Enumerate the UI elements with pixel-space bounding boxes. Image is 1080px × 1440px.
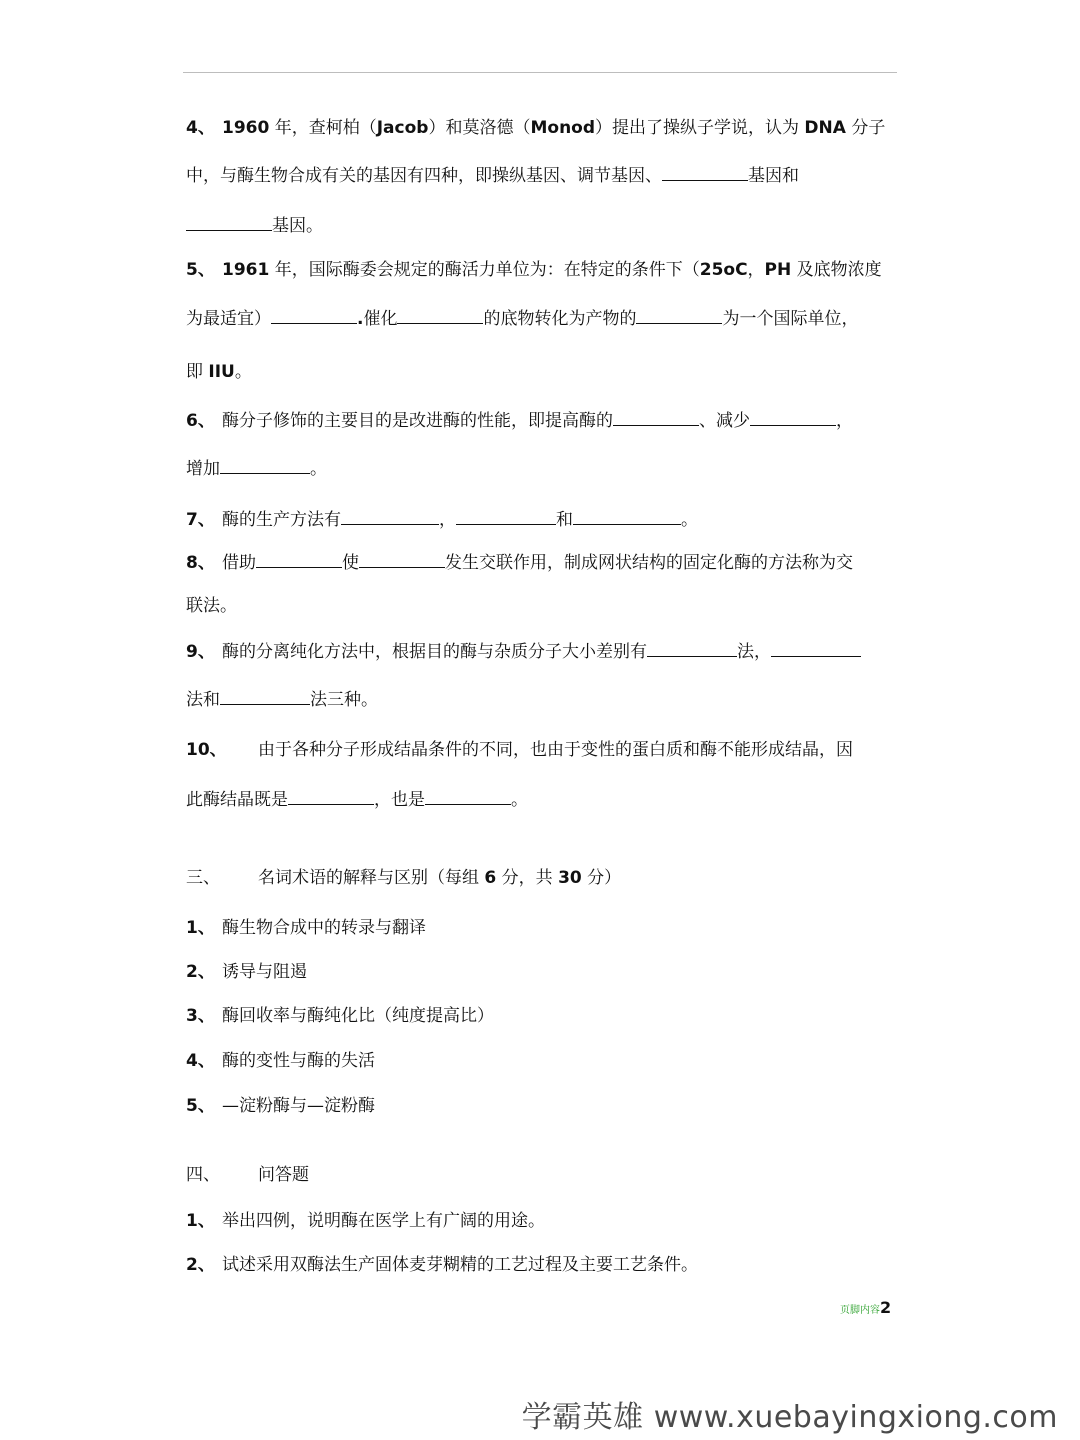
question-6-line-1: 6、 酶分子修饰的主要目的是改进酶的性能，即提高酶的 、减少 ，: [186, 411, 853, 431]
answer-blank: [750, 411, 836, 426]
question-5-line-3: 即 IIU。: [186, 362, 252, 382]
question-10-line-2: 此酶结晶既是 ，也是 。: [186, 790, 528, 810]
question-4-line-1: 4、 1960 年，查柯柏（Jacob）和莫洛德（Monod）提出了操纵子学说，认为 DNA 分子: [186, 118, 886, 138]
page-number: 2: [880, 1298, 892, 1317]
header-rule: [183, 72, 897, 73]
section-4-heading: 四、 问答题: [186, 1165, 309, 1185]
question-9-line-2: 法和 法三种。: [186, 690, 378, 710]
question-number: 6、: [186, 411, 215, 431]
question-number: 10、: [186, 740, 227, 760]
answer-blank: [613, 411, 699, 426]
question-10-line-1: 10、 由于各种分子形成结晶条件的不同，也由于变性的蛋白质和酶不能形成结晶，因: [186, 740, 853, 760]
answer-blank: [456, 510, 556, 525]
question-8-line-2: 联法。: [186, 596, 237, 616]
answer-blank: [397, 309, 483, 324]
watermark: 学霸英雄 www.xuebayingxiong.com: [521, 1400, 1058, 1435]
question-8-line-1: 8、 借助 使 发生交联作用，制成网状结构的固定化酶的方法称为交: [186, 553, 853, 573]
answer-blank: [341, 510, 439, 525]
question-7: 7、 酶的生产方法有 ， 和 。: [186, 510, 698, 530]
answer-blank: [220, 459, 310, 474]
section-3-item: 4、 酶的变性与酶的失活: [186, 1051, 375, 1071]
answer-blank: [271, 309, 357, 324]
answer-blank: [220, 690, 310, 705]
answer-blank: [662, 166, 748, 181]
question-number: 8、: [186, 553, 215, 573]
question-number: 5、: [186, 260, 215, 280]
section-3-item: 1、 酶生物合成中的转录与翻译: [186, 918, 426, 938]
question-number: 9、: [186, 642, 215, 662]
section-3-heading: 三、 名词术语的解释与区别（每组 6 分，共 30 分）: [186, 868, 622, 888]
section-4-item: 1、 举出四例，说明酶在医学上有广阔的用途。: [186, 1211, 545, 1231]
question-number: 7、: [186, 510, 215, 530]
section-3-item: 2、 诱导与阻遏: [186, 962, 307, 982]
question-9-line-1: 9、 酶的分离纯化方法中，根据目的酶与杂质分子大小差别有 法，: [186, 642, 896, 662]
answer-blank: [647, 642, 737, 657]
answer-blank: [573, 510, 681, 525]
answer-blank: [288, 790, 374, 805]
question-6-line-2: 增加 。: [186, 459, 327, 479]
section-4-item: 2、 试述采用双酶法生产固体麦芽糊精的工艺过程及主要工艺条件。: [186, 1255, 698, 1275]
answer-blank: [771, 642, 861, 657]
answer-blank: [186, 216, 272, 231]
section-3-item: 5、 —淀粉酶与—淀粉酶: [186, 1096, 375, 1116]
page-footer: [840, 1298, 891, 1317]
answer-blank: [636, 309, 722, 324]
question-4-line-3: 基因。: [186, 216, 896, 236]
question-4-line-2: 中，与酶生物合成有关的基因有四种，即操纵基因、调节基因、 基因和: [186, 166, 799, 186]
section-3-item: 3、 酶回收率与酶纯化比（纯度提高比）: [186, 1006, 494, 1026]
answer-blank: [425, 790, 511, 805]
answer-blank: [256, 553, 342, 568]
answer-blank: [359, 553, 445, 568]
footer-label: 页脚内容: [840, 1305, 880, 1316]
question-number: 4、: [186, 118, 215, 138]
question-5-line-1: 5、 1961 年，国际酶委会规定的酶活力单位为：在特定的条件下（25oC，PH 及底物浓度: [186, 260, 882, 280]
question-5-line-2: 为最适宜） .催化 的底物转化为产物的 为一个国际单位，: [186, 309, 859, 329]
